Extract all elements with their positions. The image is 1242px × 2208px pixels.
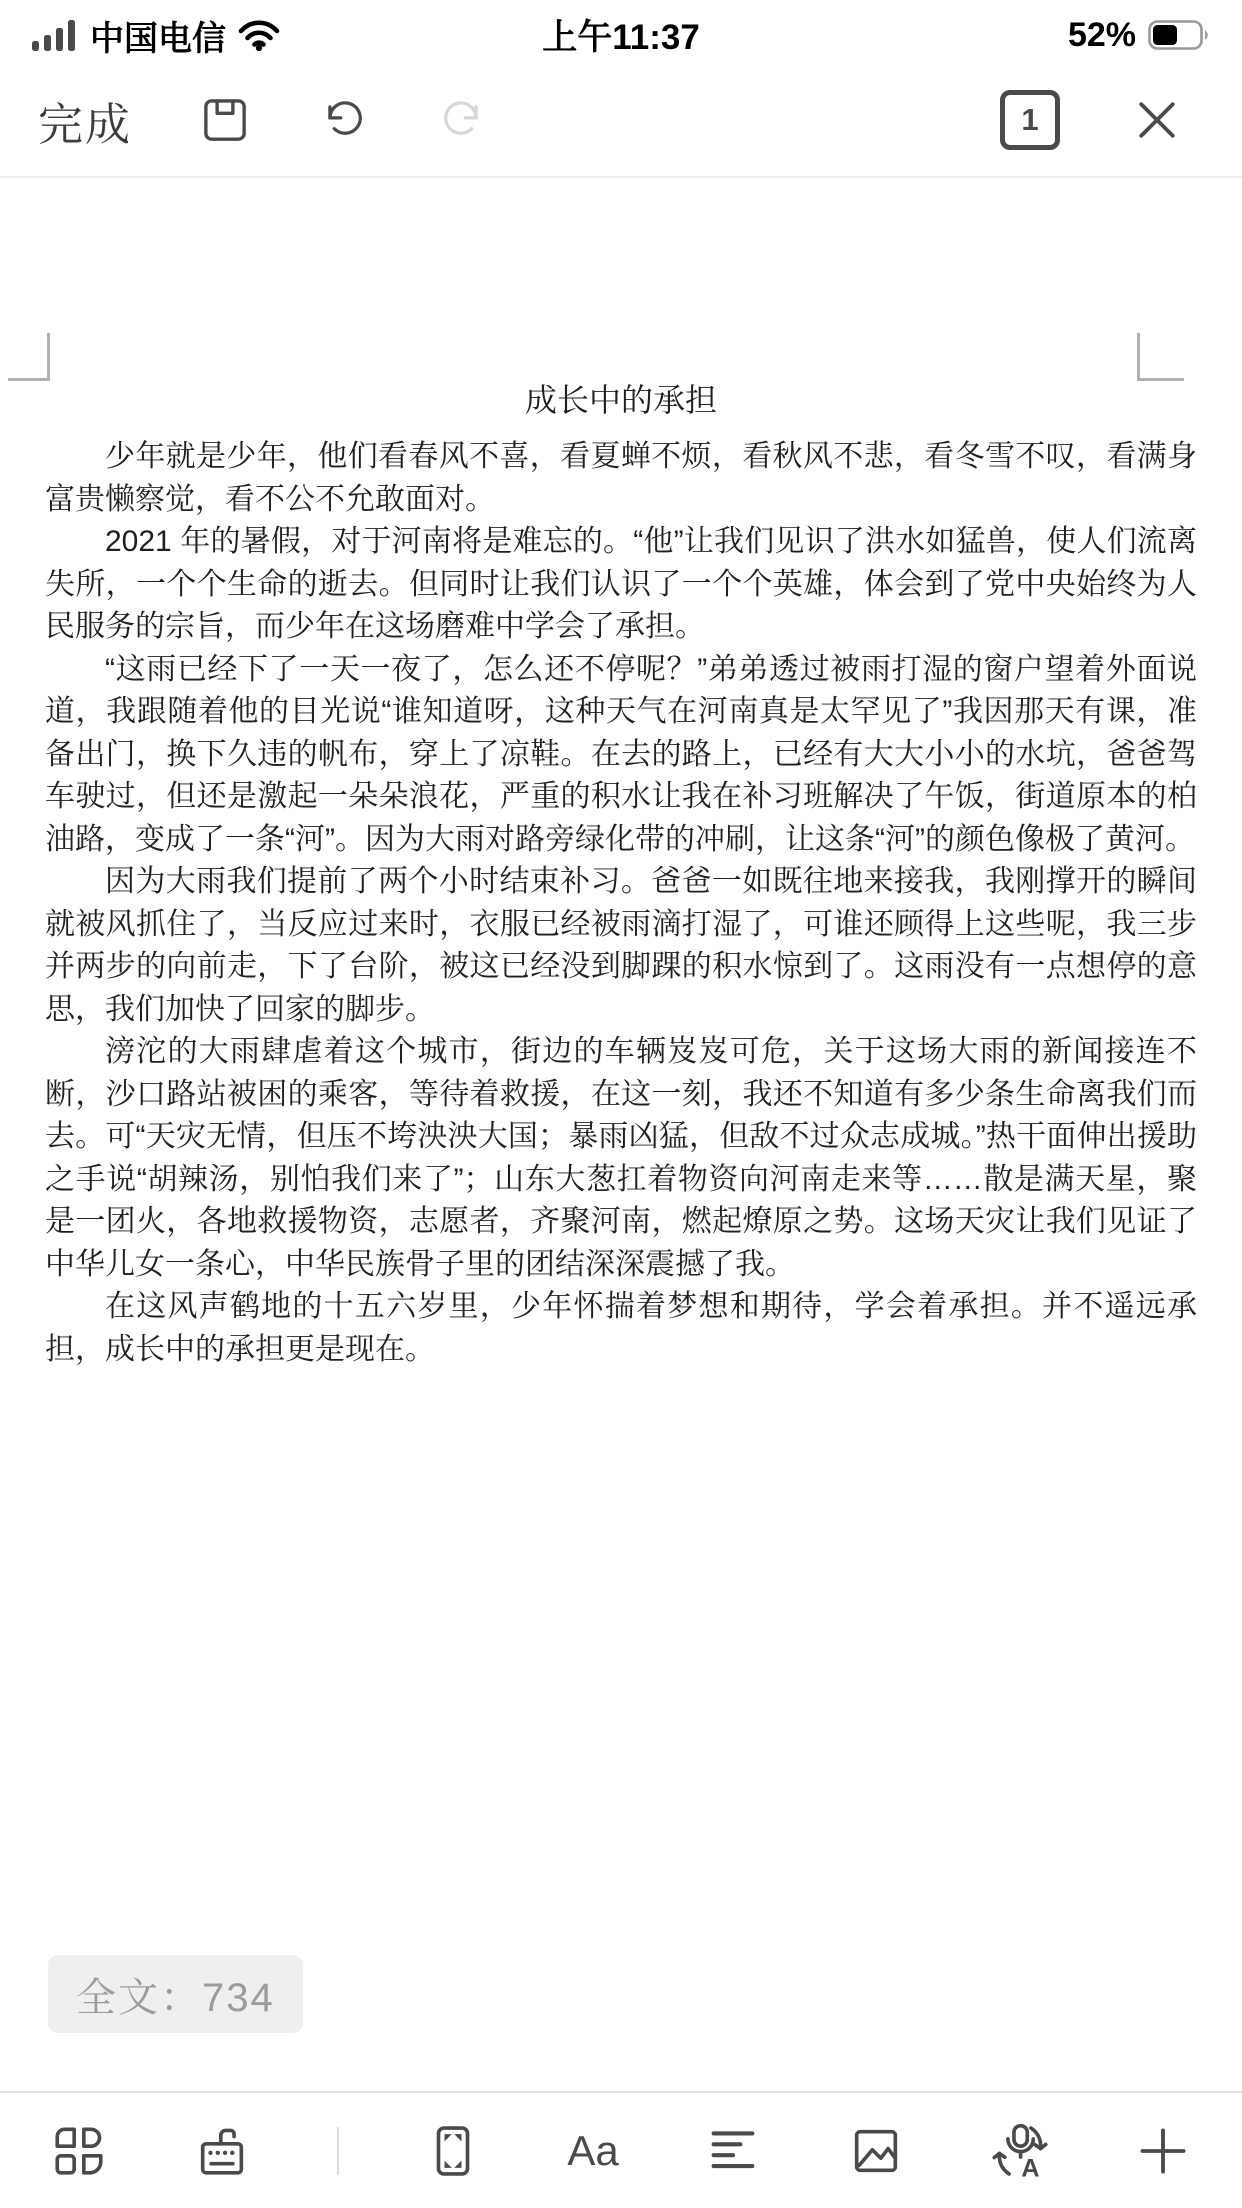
- battery-percent-label: 52%: [1067, 15, 1136, 54]
- image-icon: [847, 2122, 905, 2180]
- font-settings-icon: Aa: [567, 2126, 619, 2174]
- document-canvas[interactable]: [45, 378, 1197, 1371]
- insert-image-button[interactable]: [847, 2122, 905, 2180]
- voice-input-letter: A: [1020, 2153, 1040, 2180]
- voice-input-icon: [991, 2122, 1049, 2180]
- document-paragraph[interactable]: “这雨已经下了一天一夜了，怎么还不停呢？”弟弟透过被雨打湿的窗户望着外面说道，我跟随着他的目光说“谁知道呀，这种天气在河南真是太罕见了”我因那天有课，准备出门，换下久违的帆布，穿上了凉鞋。在去的路上，已经有大大小小的水坑，爸爸驾车驶过，但还是激起一朵朵浪花，严重的积水让我在补习班解决了午饭，街道原本的柏油路，变成了一条“河”。因为大雨对路旁绿化带的冲刷，让这条“河”的颜色像极了黄河。: [45, 652, 1197, 856]
- bottom-toolbar: [0, 2091, 1242, 2208]
- font-settings-button[interactable]: [567, 2127, 618, 2175]
- tools-grid-button[interactable]: [50, 2122, 108, 2180]
- done-button-label: 完成: [38, 98, 133, 150]
- toolbar-divider: [337, 2127, 339, 2175]
- redo-button[interactable]: [436, 94, 488, 146]
- document-paragraph[interactable]: 2021 年的暑假，对于河南将是难忘的。“他”让我们见识了洪水如猛兽，使人们流离失所，一个个生命的逝去。但同时让我们认识了一个个英雄，体会到了党中央始终为人民服务的宗旨，而少年在这场磨难中学会了承担。: [45, 525, 1197, 643]
- document-title[interactable]: 成长中的承担: [524, 382, 717, 418]
- save-button[interactable]: [198, 93, 252, 147]
- document-area: [0, 178, 1242, 2091]
- save-icon: [198, 93, 252, 147]
- keyboard-button[interactable]: [193, 2122, 251, 2180]
- page-corner-mark-left: [8, 333, 50, 381]
- voice-input-button[interactable]: [991, 2122, 1049, 2180]
- clock: 上午11:37: [542, 18, 700, 57]
- page-count-value: 1: [1021, 102, 1039, 137]
- page-count-button[interactable]: [1000, 90, 1060, 150]
- keyboard-icon: [193, 2122, 251, 2180]
- page-count-icon: [1000, 90, 1060, 150]
- document-paragraph[interactable]: 在这风声鹤地的十五六岁里，少年怀揣着梦想和期待，学会着承担。并不遥远承担，成长中的承担更是现在。: [45, 1290, 1197, 1366]
- plus-icon: [1134, 2122, 1192, 2180]
- redo-icon: [436, 94, 488, 146]
- fit-screen-icon: [424, 2122, 482, 2180]
- close-button[interactable]: [1130, 93, 1184, 147]
- undo-icon: [318, 94, 370, 146]
- undo-button[interactable]: [318, 94, 370, 146]
- document-paragraph[interactable]: 少年就是少年，他们看春风不喜，看夏蝉不烦，看秋风不悲，看冬雪不叹，看满身富贵懒察觉，看不公不允敢面对。: [45, 440, 1197, 516]
- add-button[interactable]: [1134, 2122, 1192, 2180]
- paragraph-align-icon: [704, 2122, 762, 2180]
- paragraph-align-button[interactable]: [704, 2122, 762, 2180]
- tools-grid-icon: [50, 2122, 108, 2180]
- document-body[interactable]: [45, 436, 1197, 1371]
- done-button[interactable]: [38, 88, 132, 153]
- close-icon: [1130, 93, 1184, 147]
- fit-screen-button[interactable]: [424, 2122, 482, 2180]
- status-bar: [0, 0, 1242, 64]
- carrier-label: 中国电信: [90, 19, 226, 58]
- page-corner-mark-right: [1137, 333, 1184, 381]
- top-toolbar: [0, 64, 1242, 178]
- document-paragraph[interactable]: 滂沱的大雨肆虐着这个城市，街边的车辆岌岌可危，关于这场大雨的新闻接连不断，沙口路站被困的乘客，等待着救援，在这一刻，我还不知道有多少条生命离我们而去。可“天灾无情，但压不垮泱泱大国；暴雨凶猛，但敌不过众志成城。”热干面伸出援助之手说“胡辣汤，别怕我们来了”；山东大葱扛着物资向河南走来等……散是满天星，聚是一团火，各地救援物资，志愿者，齐聚河南，燃起燎原之势。这场天灾让我们见证了中华儿女一条心，中华民族骨子里的团结深深震撼了我。: [45, 1035, 1197, 1281]
- word-count-badge: 全文：734: [48, 1955, 303, 2033]
- document-paragraph[interactable]: 因为大雨我们提前了两个小时结束补习。爸爸一如既往地来接我，我刚撑开的瞬间就被风抓住了，当反应过来时，衣服已经被雨滴打湿了，可谁还顾得上这些呢，我三步并两步的向前走，下了台阶，被这已经没到脚踝的积水惊到了。这雨没有一点想停的意思，我们加快了回家的脚步。: [45, 865, 1197, 1026]
